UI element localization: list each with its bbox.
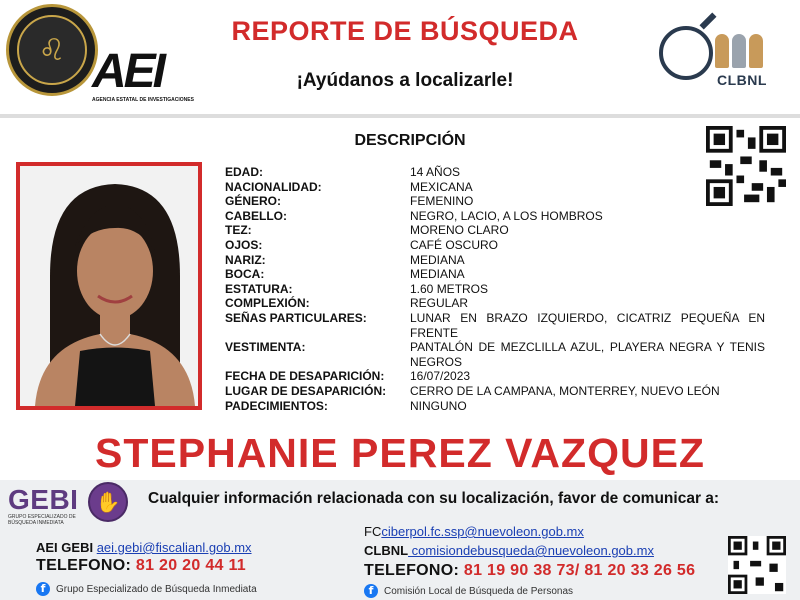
field-label: NARIZ: [225,252,266,267]
field-value: MEXICANA [410,179,473,194]
field-label: VESTIMENTA: [225,340,306,355]
left-phone-label: TELEFONO: [36,557,132,574]
left-contact-block [36,540,252,579]
header-divider [0,114,800,118]
right-facebook-link[interactable] [364,584,573,598]
field-label: SEÑAS PARTICULARES: [225,310,367,325]
fc-label: FC [364,524,382,539]
description-row [225,296,765,311]
field-value: 14 AÑOS [410,165,461,179]
field-label: EDAD: [225,165,263,179]
field-label: GÉNERO: [225,194,282,209]
field-value: MEDIANA [410,252,465,267]
description-title: DESCRIPCIÓN [354,132,466,149]
facebook-icon: f [36,582,50,596]
description-row [225,223,765,238]
field-value: FEMENINO [410,194,474,209]
right-facebook-text: Comisión Local de Búsqueda de Personas [384,585,574,597]
description-row [225,253,765,268]
description-row [225,282,765,297]
description-fields [225,165,765,413]
field-value: REGULAR [410,296,469,311]
hand-icon: ✋ [88,482,128,522]
field-value: MEDIANA [410,267,465,282]
report-title: REPORTE DE BÚSQUEDA [231,16,579,46]
left-facebook-text: Grupo Especializado de Búsqueda Inmediata [56,583,257,595]
fiscalia-seal-logo [6,4,98,96]
description-row [225,311,765,340]
description-row [225,180,765,195]
field-label: OJOS: [225,237,263,252]
field-value: 1.60 METROS [410,281,489,296]
field-value: CAFÉ OSCURO [410,237,499,252]
left-phone-number[interactable]: 81 20 20 44 11 [135,557,246,574]
field-label: PADECIMIENTOS: [225,398,328,413]
description-row [225,267,765,282]
field-label: ESTATURA: [225,281,293,296]
report-subtitle: ¡Ayúdanos a localizarle! [296,70,514,91]
people-icon [715,34,795,70]
description-row [225,165,765,180]
aei-logo-subtitle: AGENCIA ESTATAL DE INVESTIGACIONES [92,97,194,103]
clbnl-logo-text: CLBNL [717,72,767,88]
right-phone-numbers[interactable]: 81 19 90 38 73/ 81 20 33 26 56 [463,562,696,579]
field-label: FECHA DE DESAPARICIÓN: [225,369,385,384]
left-facebook-link[interactable] [36,582,257,596]
clbnl-logo [655,8,795,88]
right-contact-block [364,524,695,580]
field-label: CABELLO: [225,208,287,223]
lion-icon: ♌ [17,15,87,85]
field-value: CERRO DE LA CAMPANA, MONTERREY, NUEVO LEÓN [410,383,720,398]
field-label: BOCA: [225,267,265,282]
gebi-logo-subtitle: GRUPO ESPECIALIZADO DE BÚSQUEDA INMEDIATA [8,514,76,526]
description-row [225,340,765,369]
field-label: NACIONALIDAD: [225,179,322,194]
field-label: LUGAR DE DESAPARICIÓN: [225,383,387,398]
field-value: PANTALÓN DE MEZCLILLA AZUL, PLAYERA NEGRA Y TENIS NEGROS [410,340,765,369]
field-value: MORENO CLARO [410,223,509,238]
missing-person-photo [16,162,202,410]
field-value: NEGRO, LACIO, A LOS HOMBROS [410,208,603,223]
description-row [225,209,765,224]
field-label: COMPLEXIÓN: [225,296,310,311]
gebi-logo-text: GEBI [8,484,79,515]
field-value: NINGUNO [410,398,467,413]
field-value: LUNAR EN BRAZO IZQUIERDO, CICATRIZ PEQUEÑA EN FRENTE [410,310,765,340]
right-phone-label: TELEFONO: [364,562,460,579]
fc-email-link[interactable]: ciberpol.fc.ssp@nuevoleon.gob.mx [381,524,584,539]
field-value: 16/07/2023 [410,369,471,384]
aei-gebi-email-link[interactable]: aei.gebi@fiscalianl.gob.mx [96,540,252,555]
aei-logo [92,45,202,103]
description-row [225,384,765,399]
footer-qr-code-icon[interactable] [728,536,786,594]
description-row [225,194,765,209]
aei-logo-text: AEI [92,45,164,98]
description-row [225,369,765,384]
aei-gebi-label: AEI GEBI [36,540,94,555]
missing-person-name: STEPHANIE PEREZ VAZQUEZ [95,430,705,476]
facebook-icon: f [364,584,378,598]
magnifier-handle [700,13,717,30]
description-row [225,238,765,253]
description-row [225,399,765,414]
clbnl-label: CLBNL [364,543,409,558]
field-label: TEZ: [225,223,252,238]
call-to-action: Cualquier información relacionada con su localización, favor de comunicar a: [148,490,720,507]
magnifier-icon [659,26,713,80]
gebi-logo [8,486,98,526]
clbnl-email-link[interactable]: comisiondebusqueda@nuevoleon.gob.mx [408,543,654,558]
